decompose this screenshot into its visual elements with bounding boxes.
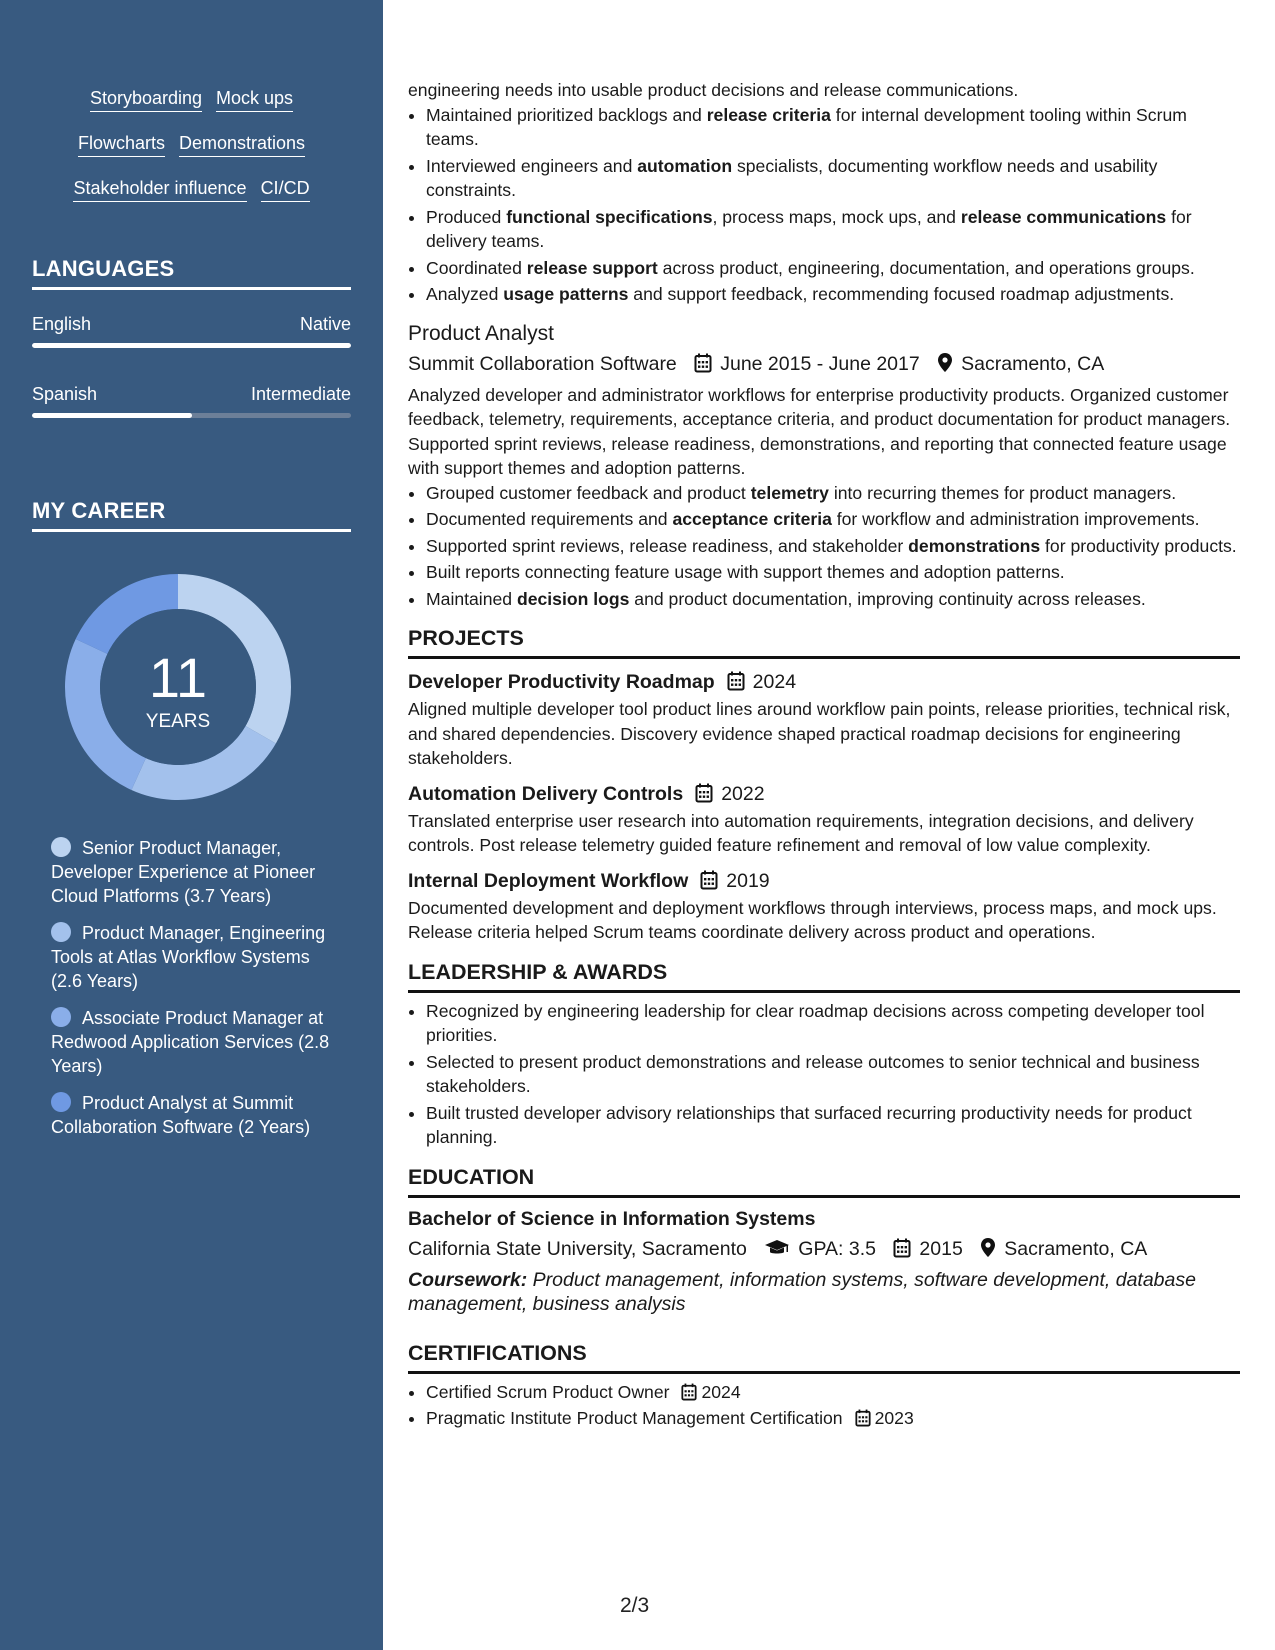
map-pin-icon: [980, 1237, 996, 1258]
skill-tag: CI/CD: [261, 178, 310, 202]
career-legend-item: [51, 1091, 341, 1139]
bullet-item: • Maintained decision logs and product documentation, improving continuity across releases.: [426, 587, 1240, 612]
certification-item: • Pragmatic Institute Product Management Certification 2023: [426, 1406, 1240, 1431]
skill-row: [0, 88, 383, 112]
project-description: Translated enterprise user research into automation requirements, integration decisions, and delivery controls. Post release telemetry guided feature refinement and removal of low value complexity.: [408, 810, 1194, 855]
certifications-heading: CERTIFICATIONS: [408, 1338, 1240, 1374]
skill-tag: Stakeholder influence: [73, 178, 246, 202]
calendar-icon: [727, 671, 745, 691]
career-rule: [32, 529, 351, 532]
career-legend-label: Product Manager, Engineering Tools at Atlas Workflow Systems (2.6 Years): [51, 923, 326, 991]
skill-tag: Mock ups: [216, 88, 293, 112]
career-legend-item: [51, 1006, 341, 1078]
previous-job-bullets: [408, 103, 1240, 307]
career-legend-label: Associate Product Manager at Redwood Application Services (2.8 Years): [51, 1008, 330, 1076]
career-legend-item: [51, 921, 341, 993]
degree-title: Bachelor of Science in Information Systems: [408, 1207, 816, 1230]
project-year: 2024: [752, 671, 797, 693]
job-summary: Analyzed developer and administrator workflows for enterprise productivity products. Organized customer feedback, telemetry, requirements, acceptance criteria, and product documentation for product managers. Supported sprint reviews, release readiness, demonstrations, and reporting that connected feature usage with support themes and adoption patterns.: [408, 384, 1231, 478]
languages-heading: LANGUAGES: [32, 256, 175, 281]
languages-rule: [32, 287, 351, 290]
career-legend-label: Senior Product Manager, Developer Experience at Pioneer Cloud Platforms (3.7 Years): [51, 838, 316, 906]
page-number: 2/3: [620, 1594, 650, 1617]
language-row: [32, 384, 351, 405]
skill-tag: Storyboarding: [90, 88, 202, 112]
school-location: Sacramento, CA: [1004, 1237, 1148, 1260]
project-title: Developer Productivity Roadmap 2024: [408, 671, 797, 693]
project-year: 2022: [721, 782, 765, 805]
language-level: Intermediate: [250, 384, 351, 404]
legend-dot-icon: [51, 1092, 71, 1112]
certifications-list: [408, 1380, 1240, 1431]
bullet-item: • Analyzed usage patterns and support feedback, recommending focused roadmap adjustments.: [426, 282, 1240, 307]
bullet-item: • Coordinated release support across product, engineering, documentation, and operations groups.: [426, 256, 1240, 281]
project-title: Internal Deployment Workflow 2019: [408, 869, 770, 892]
job-location: Sacramento, CA: [961, 352, 1105, 375]
job-company: Summit Collaboration Software: [408, 352, 677, 375]
graduation-cap-icon: [764, 1238, 790, 1258]
calendar-icon: [681, 1383, 697, 1401]
job-dates: June 2015 - June 2017: [720, 352, 920, 375]
coursework-label: Coursework:: [408, 1268, 528, 1291]
education-heading: EDUCATION: [408, 1162, 1240, 1198]
career-total-unit: YEARS: [145, 711, 211, 732]
project-description: Documented development and deployment workflows through interviews, process maps, and mock ups. Release criteria helped Scrum teams coordinate delivery across product and operations.: [408, 897, 1217, 942]
career-legend-label: Product Analyst at Summit Collaboration Software (2 Years): [51, 1093, 311, 1137]
calendar-icon: [694, 353, 712, 373]
job-meta: [408, 349, 1240, 379]
legend-dot-icon: [51, 837, 71, 857]
calendar-icon: [893, 1238, 911, 1258]
coursework: [408, 1268, 1240, 1316]
calendar-icon: [855, 1409, 871, 1427]
project-year: 2019: [726, 869, 770, 892]
job-title: Product Analyst: [408, 321, 554, 345]
career-total-years: 11: [148, 646, 208, 709]
project-description: Aligned multiple developer tool product lines around workflow pain points, release priorities, technical risk, and shared dependencies. Discovery evidence shaped practical roadmap decisions for engineering stakeholders.: [408, 699, 1231, 768]
language-level: Native: [299, 314, 351, 334]
bullet-item: • Built trusted developer advisory relationships that surfaced recurring productivity needs for product planning.: [426, 1101, 1240, 1150]
career-legend-item: [51, 836, 341, 908]
calendar-icon: [695, 783, 713, 803]
graduation-year: 2015: [919, 1237, 963, 1260]
language-name: Spanish: [32, 384, 98, 404]
bullet-item: • Selected to present product demonstrations and release outcomes to senior technical and business stakeholders.: [426, 1050, 1240, 1099]
language-bar-fill: [32, 413, 192, 418]
skill-tag: Flowcharts: [78, 133, 165, 157]
leadership-heading: LEADERSHIP & AWARDS: [408, 957, 1240, 993]
language-row: [32, 314, 351, 335]
career-donut-chart: [64, 573, 292, 801]
skill-tag: Demonstrations: [179, 133, 305, 157]
skill-row: [0, 178, 383, 202]
career-heading: MY CAREER: [32, 498, 166, 523]
language-bar: [32, 343, 351, 348]
school-name: California State University, Sacramento: [408, 1237, 747, 1260]
job-bullets: [408, 481, 1240, 612]
leadership-list: [408, 999, 1240, 1150]
bullet-item: • Documented requirements and acceptance criteria for workflow and administration improvements.: [426, 507, 1240, 532]
map-pin-icon: [937, 352, 953, 373]
bullet-item: • Built reports connecting feature usage with support themes and adoption patterns.: [426, 560, 1240, 585]
legend-dot-icon: [51, 922, 71, 942]
bullet-item: • Supported sprint reviews, release readiness, and stakeholder demonstrations for productivity products.: [426, 534, 1240, 559]
bullet-item: • Interviewed engineers and automation specialists, documenting workflow needs and usability constraints.: [426, 154, 1240, 203]
career-legend: [51, 836, 341, 1152]
gpa: GPA: 3.5: [798, 1237, 876, 1260]
coursework-list: Product management, information systems, software development, database management, business analysis: [408, 1268, 1196, 1315]
skill-row: [0, 133, 383, 157]
bullet-item: • Maintained prioritized backlogs and release criteria for internal development tooling within Scrum teams.: [426, 103, 1240, 152]
project-title: Automation Delivery Controls 2022: [408, 782, 765, 805]
certification-item: • Certified Scrum Product Owner 2024: [426, 1380, 1240, 1405]
language-bar-fill: [32, 343, 351, 348]
sidebar: [0, 0, 383, 1650]
bullet-item: • Produced functional specifications, process maps, mock ups, and release communications for delivery teams.: [426, 205, 1240, 254]
language-name: English: [32, 314, 92, 334]
legend-dot-icon: [51, 1007, 71, 1027]
calendar-icon: [700, 870, 718, 890]
projects-heading: PROJECTS: [408, 623, 1240, 659]
continued-summary: engineering needs into usable product decisions and release communications.: [408, 80, 1019, 100]
bullet-item: • Recognized by engineering leadership for clear roadmap decisions across competing developer tool priorities.: [426, 999, 1240, 1048]
main-content: [408, 78, 1240, 1433]
language-bar: [32, 413, 351, 418]
education-meta: [408, 1234, 1240, 1264]
bullet-item: • Grouped customer feedback and product telemetry into recurring themes for product managers.: [426, 481, 1240, 506]
